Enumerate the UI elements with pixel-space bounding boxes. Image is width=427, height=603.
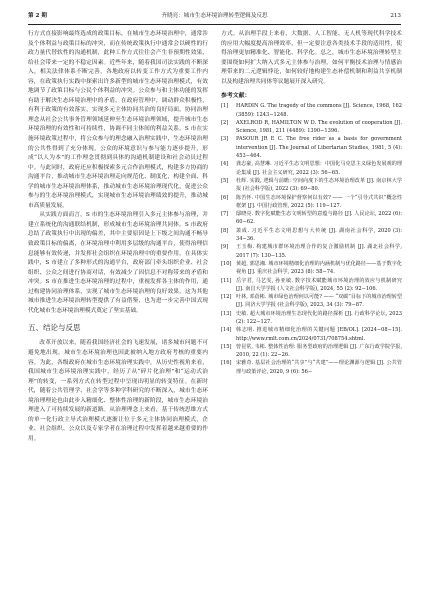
reference-number: [7] bbox=[221, 211, 229, 218]
reference-item bbox=[221, 135, 402, 160]
reference-number: [6] bbox=[221, 194, 229, 201]
reference-text: 史敏. 超大城市环境治理生态现代化的路径探析 [J]. 行政科学论坛, 2023 (2): 122−127. bbox=[236, 310, 402, 325]
reference-item bbox=[221, 160, 402, 177]
reference-number: [15] bbox=[221, 343, 232, 350]
reference-text: AXELROD R, HAMILTON W D. The evolution of cooperation [J]. Science, 1981, 211 (4489): 1390−1396. bbox=[236, 119, 402, 135]
reference-number: [14] bbox=[221, 327, 232, 334]
reference-text: 黄超, 郭思湘. 城市环境精细化治理的内涵机制与优化路径——基于数字化视角 [J]. 重庆社会科学, 2023 (8): 58−74. bbox=[236, 260, 402, 276]
right-column bbox=[221, 30, 402, 595]
reference-number: [11] bbox=[221, 277, 232, 284]
header-rule bbox=[28, 24, 401, 25]
reference-item bbox=[221, 177, 402, 194]
body-paragraph: 从实践方面而言，S 市的生态环境治理引入多元主体参与治理，并建立系统化的沟通联结机制，形成城市生态环境治理共同体。S 市政府总结了政策执行中出现的偏差，其中主要原因是上下级之间沟通不畅导致政策目标的偏离，在环境治理中利用多层级的沟通平台，使得治理信息能够有效传递，并发挥社会组织在环境治理中的重要作用。在具体实践中，S 市建立了多种形式的沟通平台，政府部门牵头组织企业、社会组织、公众之间进行协商对话，有效减少了因信息不对称带来的矛盾和冲突。S 市在推进生态环境治理的过程中，重视发挥各主体的作用，通过构建协同治理体系，实现了城市生态环境治理的良好效果，这为其他城市推进生态环境治理转型提供了有益借鉴，也为进一步完善中国式现代化城市生态环境治理模式奠定了坚实基础。 bbox=[28, 212, 208, 314]
reference-text: 萧成. 习近平生态文明思想与大传统 [J]. 湖南社会科学, 2020 (3): 34−36. bbox=[236, 227, 402, 243]
reference-item bbox=[221, 102, 402, 119]
reference-text: 杜辉. 实践, 逻辑与前瞻: 空间向度下的生态环境治理改革 [J]. 南京林大学报 (社会科学版), 2022 (3): 69−80. bbox=[236, 177, 402, 193]
reference-text: HARDIN G. The tragedy of the commons [J]. Science, 1968, 162 (3859): 1243−1248. bbox=[236, 103, 402, 118]
reference-number: [4] bbox=[221, 161, 229, 168]
reference-item bbox=[221, 293, 402, 310]
reference-text: 宋雅奇. 基层社会治理的“共享”与“共建”——理论渊源与逻辑 [J]. 公共管理与政策评论, 2020, 9 (6): 56− bbox=[236, 360, 402, 375]
reference-item bbox=[221, 227, 402, 244]
page-number: 213 bbox=[390, 13, 401, 19]
reference-text: 龚志豪, 高慧琳. 习近平生态文明思想：中国化马克思主义绿色发展观的理论集成 [J]. 社会主义研究, 2022 (3): 56−65. bbox=[236, 161, 402, 176]
section-heading: 五、结论与反思 bbox=[28, 323, 81, 333]
reference-number: [12] bbox=[221, 294, 232, 301]
left-column bbox=[28, 30, 208, 595]
running-header bbox=[28, 10, 401, 22]
reference-text: 陈苦怀. 中国生态环境保护督察何以有效? —— 一个“引导式共识”概念性框架 [J]. 中国行政管理, 2022 (5): 119−127. bbox=[236, 194, 402, 209]
body-paragraph: 方式。从治理手段上来看，大数据、人工智能、无人机等现代科学技术的应用大幅度提高治理效率，但一定要注意各类技术手段的适用性，使得治理更加精准化、智能化、科学化。总之，城市生态环境治理转型主要围绕如何扩大纳入式多元主体参与治理，如何平衡技术治理与情感治理带来的二元逻辑悖论，如何较好地构建生态补偿机制和利益共享机制以及构建治理共同体等议题展开深入研究。 bbox=[221, 31, 402, 85]
reference-item bbox=[221, 243, 402, 260]
references-title: 参考文献： bbox=[221, 92, 251, 100]
reference-item bbox=[221, 277, 402, 294]
reference-number: [3] bbox=[221, 136, 229, 143]
reference-number: [9] bbox=[221, 244, 229, 251]
reference-text: 邸晓亮. 数字化赋能生态文明转型的意蕴与路径 [J]. 人民论坛, 2022 (6): 60−62. bbox=[236, 211, 402, 226]
reference-text: 岳宇君, 马艺雯, 孙亚敏. 数字技术赋能城市环境治理的效应与机制研究 [J]. 南昌大学学报 (人文社会科学版), 2024, 55 (2): 92−106. bbox=[236, 277, 402, 292]
issue-label: 第 2 期 bbox=[28, 13, 47, 19]
reference-number: [2] bbox=[221, 119, 229, 126]
reference-item bbox=[221, 326, 402, 343]
reference-number: [8] bbox=[221, 227, 229, 234]
reference-item bbox=[221, 359, 402, 376]
body-paragraph: 改革开放以来，随着我国经济社会的飞速发展，诸多城市问题不可避免地出现，城市生态环境治理也因此被纳入地方政府考核的重要内容。为此，各级政府在城市生态环境治理实践中，从历史性视角来看，我国城市生态环境治理实践中，经历了从“碎片化治理”和“运动式治理”的转变，一系列方式在转型过程中呈现出明显的转变特征。在新时代，随着公共管理学、社会学等多种学科研究的不断深入，城市生态环境治理理论也由此步入精细化、整体性治理的新阶段，城市生态环境治理进入了可持续发展的新道路。从治理理念上来看，基于传统思维方式的单一化行政主导式治理模式逐渐让位于多元主体协同治理模式，企业、社会组织、公众以及专家学者在治理过程中发挥着越来越重要的作用。 bbox=[28, 340, 208, 442]
reference-number: [13] bbox=[221, 310, 232, 317]
body-paragraph: 行方式直接影响最终选成的政策目标，在城市生态环境治理中，通常涉及个体利益与政策目标的冲突，而在传统政策执行中通常会以硬性的行政力量代替软性的沟通机制，此种工作方式往往会产生非预期性效果，给社会带来一定的不稳定因素。近些年来，随着我国司法实践的不断深入，相关法律体系不断完善，各地政府以转变工作方式为重要工作内容，在政策执行实践中探索出许多新型的城市生态环境治理模式，有效地调节了政策目标与公民个体利益的冲突。公众参与和主体功能的发挥有助于解决生态环境治理中的矛盾，在政府管理中，调动群众积极性，有利于政策的有效落实，实现多元主体协同共治的良好局面。协同治理理念从社会公共事务管理领域延伸至生态环境治理领域，提升城市生态环境治理的有效性和可持续性，协调不同主体间的利益关系。S 市在实施环境政策过程中，将公众参与的理念融入治理实践中，生态环境治理的公共性得到了充分体现，公众的环境意识与参与能力逐步提升，形成“以人为本”的工作理念贯彻到具体的沟通机制建设和社会动员过程中。与此同时，政府还应积极探索多元合作治理模式，构建多方协商的沟通平台，推动城市生态环境治理走向规范化、制度化，构建全面、科学的城市生态环境治理体系，推动城市生态环境治理现代化，促进公众参与的生态环境治理模式，实现城市生态环境治理绩效的提升，推动城市高质量发展。 bbox=[28, 31, 208, 209]
reference-number: [10] bbox=[221, 260, 232, 267]
reference-item bbox=[221, 310, 402, 327]
reference-text: 叶林, 邓蓓彬. 城市绿色治理何以可能? —— “双碳”目标下的城市治理转型 [J]. 同济大学学报 (社会科学版), 2023, 34 (3): 79−87. bbox=[236, 294, 402, 309]
reference-item bbox=[221, 343, 402, 360]
reference-item bbox=[221, 119, 402, 136]
references-list bbox=[221, 102, 402, 376]
reference-number: [5] bbox=[221, 177, 229, 184]
reference-item bbox=[221, 260, 402, 277]
reference-item bbox=[221, 194, 402, 211]
reference-text: 韩志明. 推进城市精细化治理的关键问题 [EB/OL]. [2024−08−15]. http://www.rmlt.com.cn/2024/0731/708754.shtml. bbox=[236, 327, 402, 342]
reference-number: [16] bbox=[221, 360, 232, 367]
running-title: 齐晓亮：城市生态环境治理转型逻辑及反思 bbox=[161, 13, 268, 19]
reference-item bbox=[221, 210, 402, 227]
reference-text: 曾昆常, 韦彬. 整体性治理: 服务型政府的治理逻辑 [J]. 广东行政学院学报, 2010, 22 (1): 22−26. bbox=[236, 343, 402, 359]
reference-number: [1] bbox=[221, 103, 229, 110]
reference-text: PASOUR JR E C. The free rider as a basis for government intervention [J]. The Journal of Libertarian Studies, 1981, 5 (4): 453−464. bbox=[236, 136, 402, 160]
reference-text: 王玉梅. 构建城市群环境治理合作的复合激励机制 [J]. 湖北社会科学, 2017 (7): 130−135. bbox=[236, 244, 402, 259]
